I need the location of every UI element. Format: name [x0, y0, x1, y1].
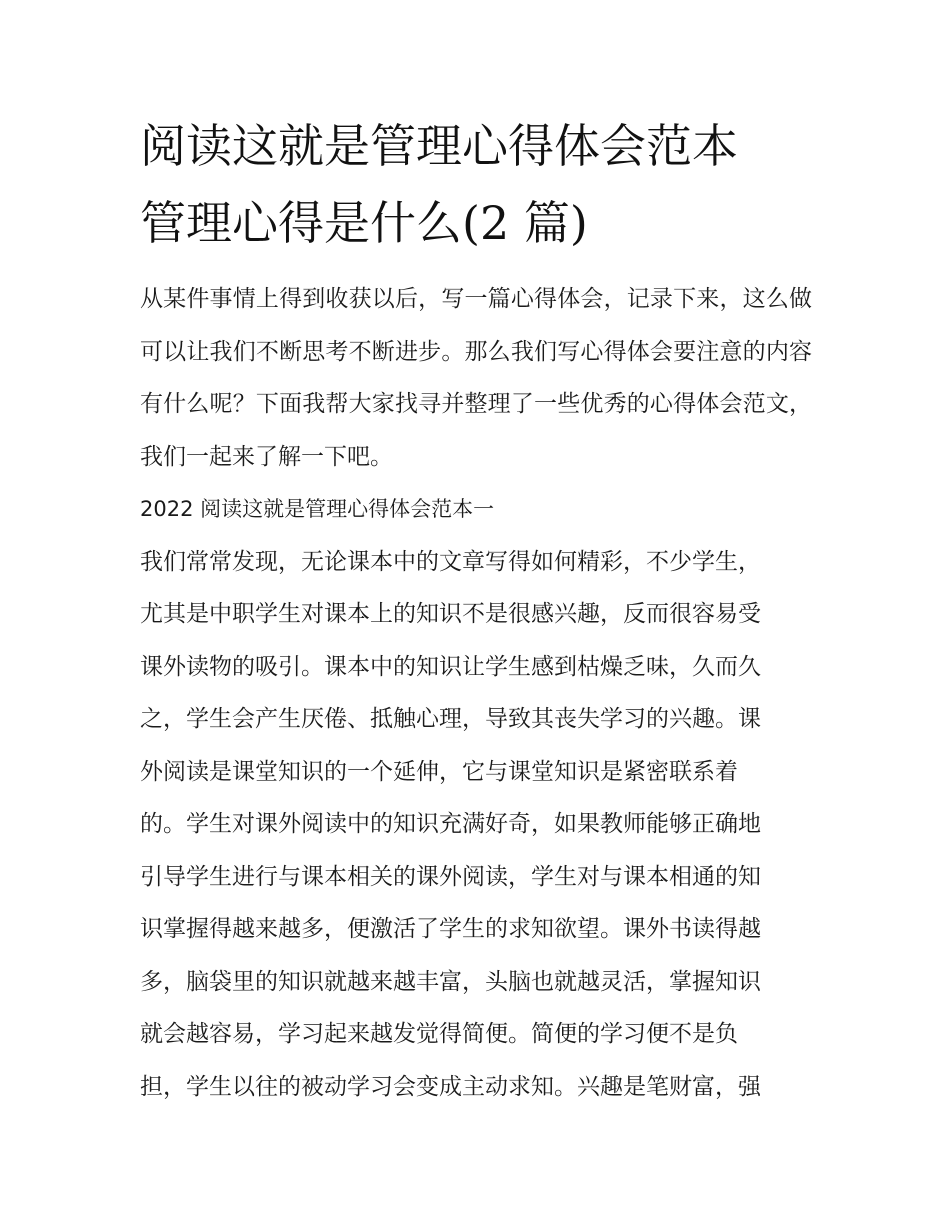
document-title: [140, 108, 812, 262]
title-line-2: 管理心得是什么(2 篇): [140, 196, 588, 250]
intro-paragraph: 从某件事情上得到收获以后，写一篇心得体会，记录下来，这么做可以让我们不断思考不断进步。那么我们写心得体会要注意的内容有什么呢？下面我帮大家找寻并整理了一些优秀的心得体会范文，我们一起来了解一下吧。: [140, 286, 812, 470]
section-heading: 2022 阅读这就是管理心得体会范本一: [140, 497, 495, 521]
body-line: 尤其是中职学生对课本上的知识不是很感兴趣，反而很容易受: [140, 601, 761, 627]
body-line: 识掌握得越来越多，便激活了学生的求知欲望。课外书读得越: [140, 916, 761, 942]
title-line-1: 阅读这就是管理心得体会范本: [140, 119, 738, 173]
body-line: 外阅读是课堂知识的一个延伸，它与课堂知识是紧密联系着: [140, 758, 738, 785]
body-line: 多，脑袋里的知识就越来越丰富，头脑也就越灵活，掌握知识: [140, 968, 761, 995]
body-paragraph: [140, 536, 812, 1114]
document-content: [140, 108, 812, 1113]
body-line: 担，学生以往的被动学习会变成主动求知。兴趣是笔财富，强: [140, 1073, 761, 1100]
body-line: 引导学生进行与课本相关的课外阅读，学生对与课本相通的知: [140, 863, 761, 890]
body-line: 就会越容易，学习起来越发觉得简便。简便的学习便不是负: [140, 1021, 738, 1047]
body-line: 我们常常发现，无论课本中的文章写得如何精彩，不少学生，: [140, 548, 761, 575]
body-line: 的。学生对课外阅读中的知识充满好奇，如果教师能够正确地: [140, 811, 761, 837]
body-line: 课外读物的吸引。课本中的知识让学生感到枯燥乏味，久而久: [140, 653, 761, 680]
body-line: 之，学生会产生厌倦、抵触心理，导致其丧失学习的兴趣。课: [140, 706, 761, 732]
